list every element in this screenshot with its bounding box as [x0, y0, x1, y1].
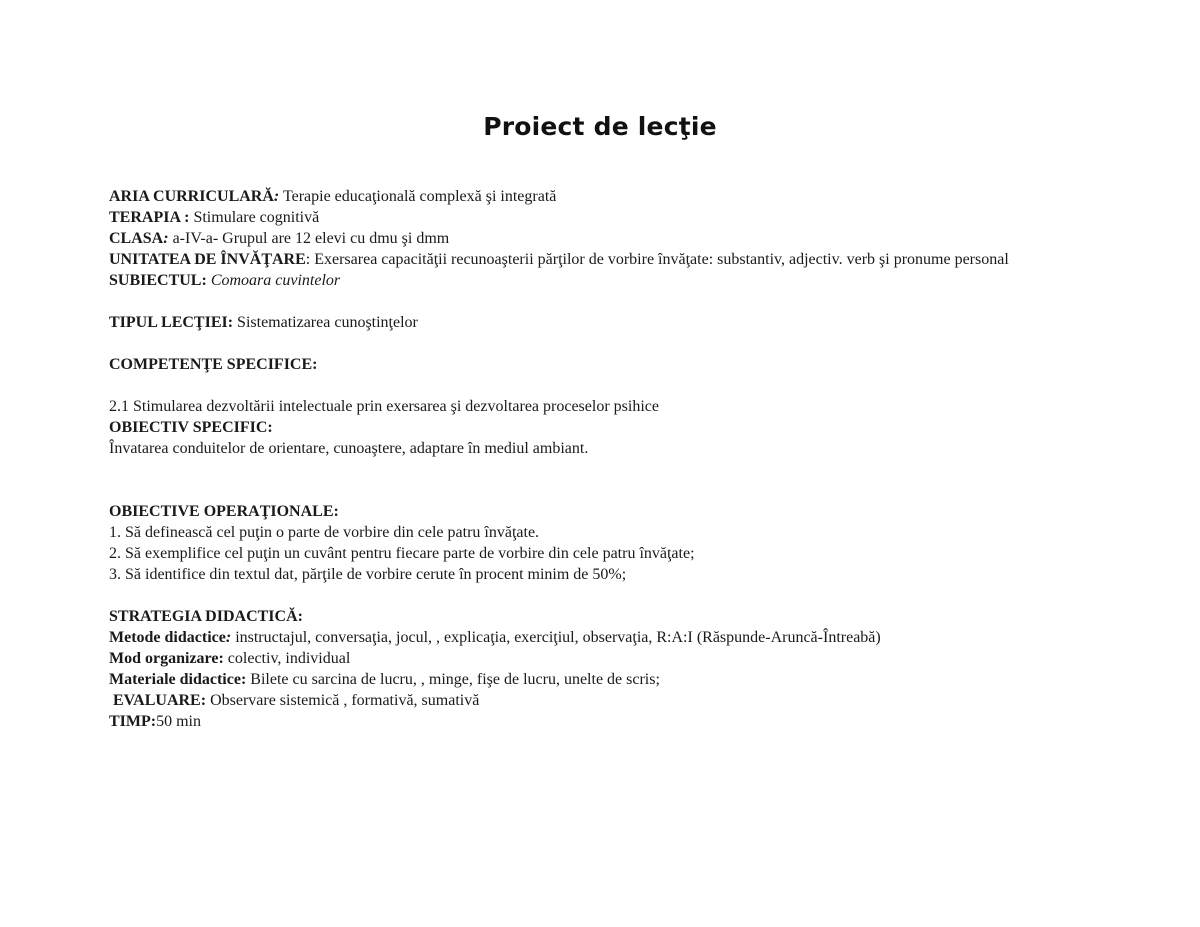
- clasa-colon: :: [163, 230, 169, 247]
- terapia-value: Stimulare cognitivă: [189, 209, 320, 226]
- metode-line: [109, 627, 1089, 648]
- timp-label: TIMP:: [109, 713, 157, 730]
- strategia-label: STRATEGIA DIDACTICĂ:: [109, 608, 303, 625]
- metode-colon: :: [225, 629, 232, 646]
- mod-organizare-line: [109, 648, 1089, 669]
- competente-label: COMPETENŢE SPECIFICE:: [109, 356, 318, 373]
- lesson-plan-body: [109, 186, 1089, 732]
- unitatea-line: [109, 249, 1089, 270]
- unitatea-label: UNITATEA DE ÎNVĂŢARE: [109, 251, 306, 268]
- obiectiv-specific-heading: [109, 417, 1089, 438]
- obiectiv-operational-item: 3. Să identifice din textul dat, părţile de vorbire cerute în procent minim de 50%;: [109, 566, 627, 583]
- tipul-value: Sistematizarea cunoştinţelor: [233, 314, 418, 331]
- spacer: [109, 585, 1089, 606]
- evaluare-line: [109, 690, 1089, 711]
- obiectiv-operational-item: 2. Să exemplifice cel puţin un cuvânt pentru fiecare parte de vorbire din cele patru învăţate;: [109, 545, 695, 562]
- spacer: [109, 333, 1089, 354]
- evaluare-value: Observare sistemică , formativă, sumativă: [206, 692, 480, 709]
- mod-label: Mod organizare:: [109, 650, 224, 667]
- spacer: [109, 459, 1089, 501]
- materiale-value: Bilete cu sarcina de lucru, , minge, fişe de lucru, unelte de scris;: [246, 671, 660, 688]
- tipul-lectiei-line: [109, 312, 1089, 333]
- terapia-line: [109, 207, 1089, 228]
- timp-value: 50 min: [156, 713, 201, 730]
- metode-value: instructajul, conversaţia, jocul, , explicaţia, exerciţiul, observaţia, R:A:I (Răspunde-Aruncă-Întreabă): [231, 629, 881, 646]
- metode-label: Metode didactice: [109, 629, 226, 646]
- page-title: Proiect de lecţie: [483, 112, 717, 141]
- terapia-label: TERAPIA :: [109, 209, 190, 226]
- clasa-value: a-IV-a- Grupul are 12 elevi cu dmu şi dmm: [168, 230, 450, 247]
- materiale-label: Materiale didactice:: [109, 671, 247, 688]
- clasa-line: [109, 228, 1089, 249]
- evaluare-label: EVALUARE:: [109, 692, 207, 709]
- unitatea-value: : Exersarea capacităţii recunoaşterii părţilor de vorbire învăţate: substantiv, adjectiv. verb şi pronume personal: [305, 251, 1009, 268]
- spacer: [109, 375, 1089, 396]
- competenta-item: 2.1 Stimularea dezvoltării intelectuale prin exersarea şi dezvoltarea proceselor psihice: [109, 398, 659, 415]
- competente-heading: [109, 354, 1089, 375]
- subiectul-value: Comoara cuvintelor: [206, 272, 341, 289]
- aria-colon: :: [273, 188, 280, 205]
- strategia-heading: [109, 606, 1089, 627]
- aria-curriculara-line: [109, 186, 1089, 207]
- obiectiv-specific-value: Învatarea conduitelor de orientare, cunoaştere, adaptare în mediul ambiant.: [109, 440, 589, 457]
- subiectul-label: SUBIECTUL:: [109, 272, 207, 289]
- timp-line: [109, 711, 1089, 732]
- spacer: [109, 291, 1089, 312]
- obiectiv-operational-item: 1. Să definească cel puţin o parte de vorbire din cele patru învăţate.: [109, 524, 540, 541]
- tipul-label: TIPUL LECŢIEI:: [109, 314, 234, 331]
- materiale-line: [109, 669, 1089, 690]
- obiectiv-specific-label: OBIECTIV SPECIFIC:: [109, 419, 273, 436]
- obiective-operationale-heading: [109, 501, 1089, 522]
- aria-label: ARIA CURRICULARĂ: [109, 188, 274, 205]
- aria-value: Terapie educaţională complexă şi integrată: [279, 188, 557, 205]
- clasa-label: CLASA: [109, 230, 164, 247]
- obiective-operationale-label: OBIECTIVE OPERAŢIONALE:: [109, 503, 339, 520]
- subiectul-line: [109, 270, 1089, 291]
- mod-value: colectiv, individual: [223, 650, 351, 667]
